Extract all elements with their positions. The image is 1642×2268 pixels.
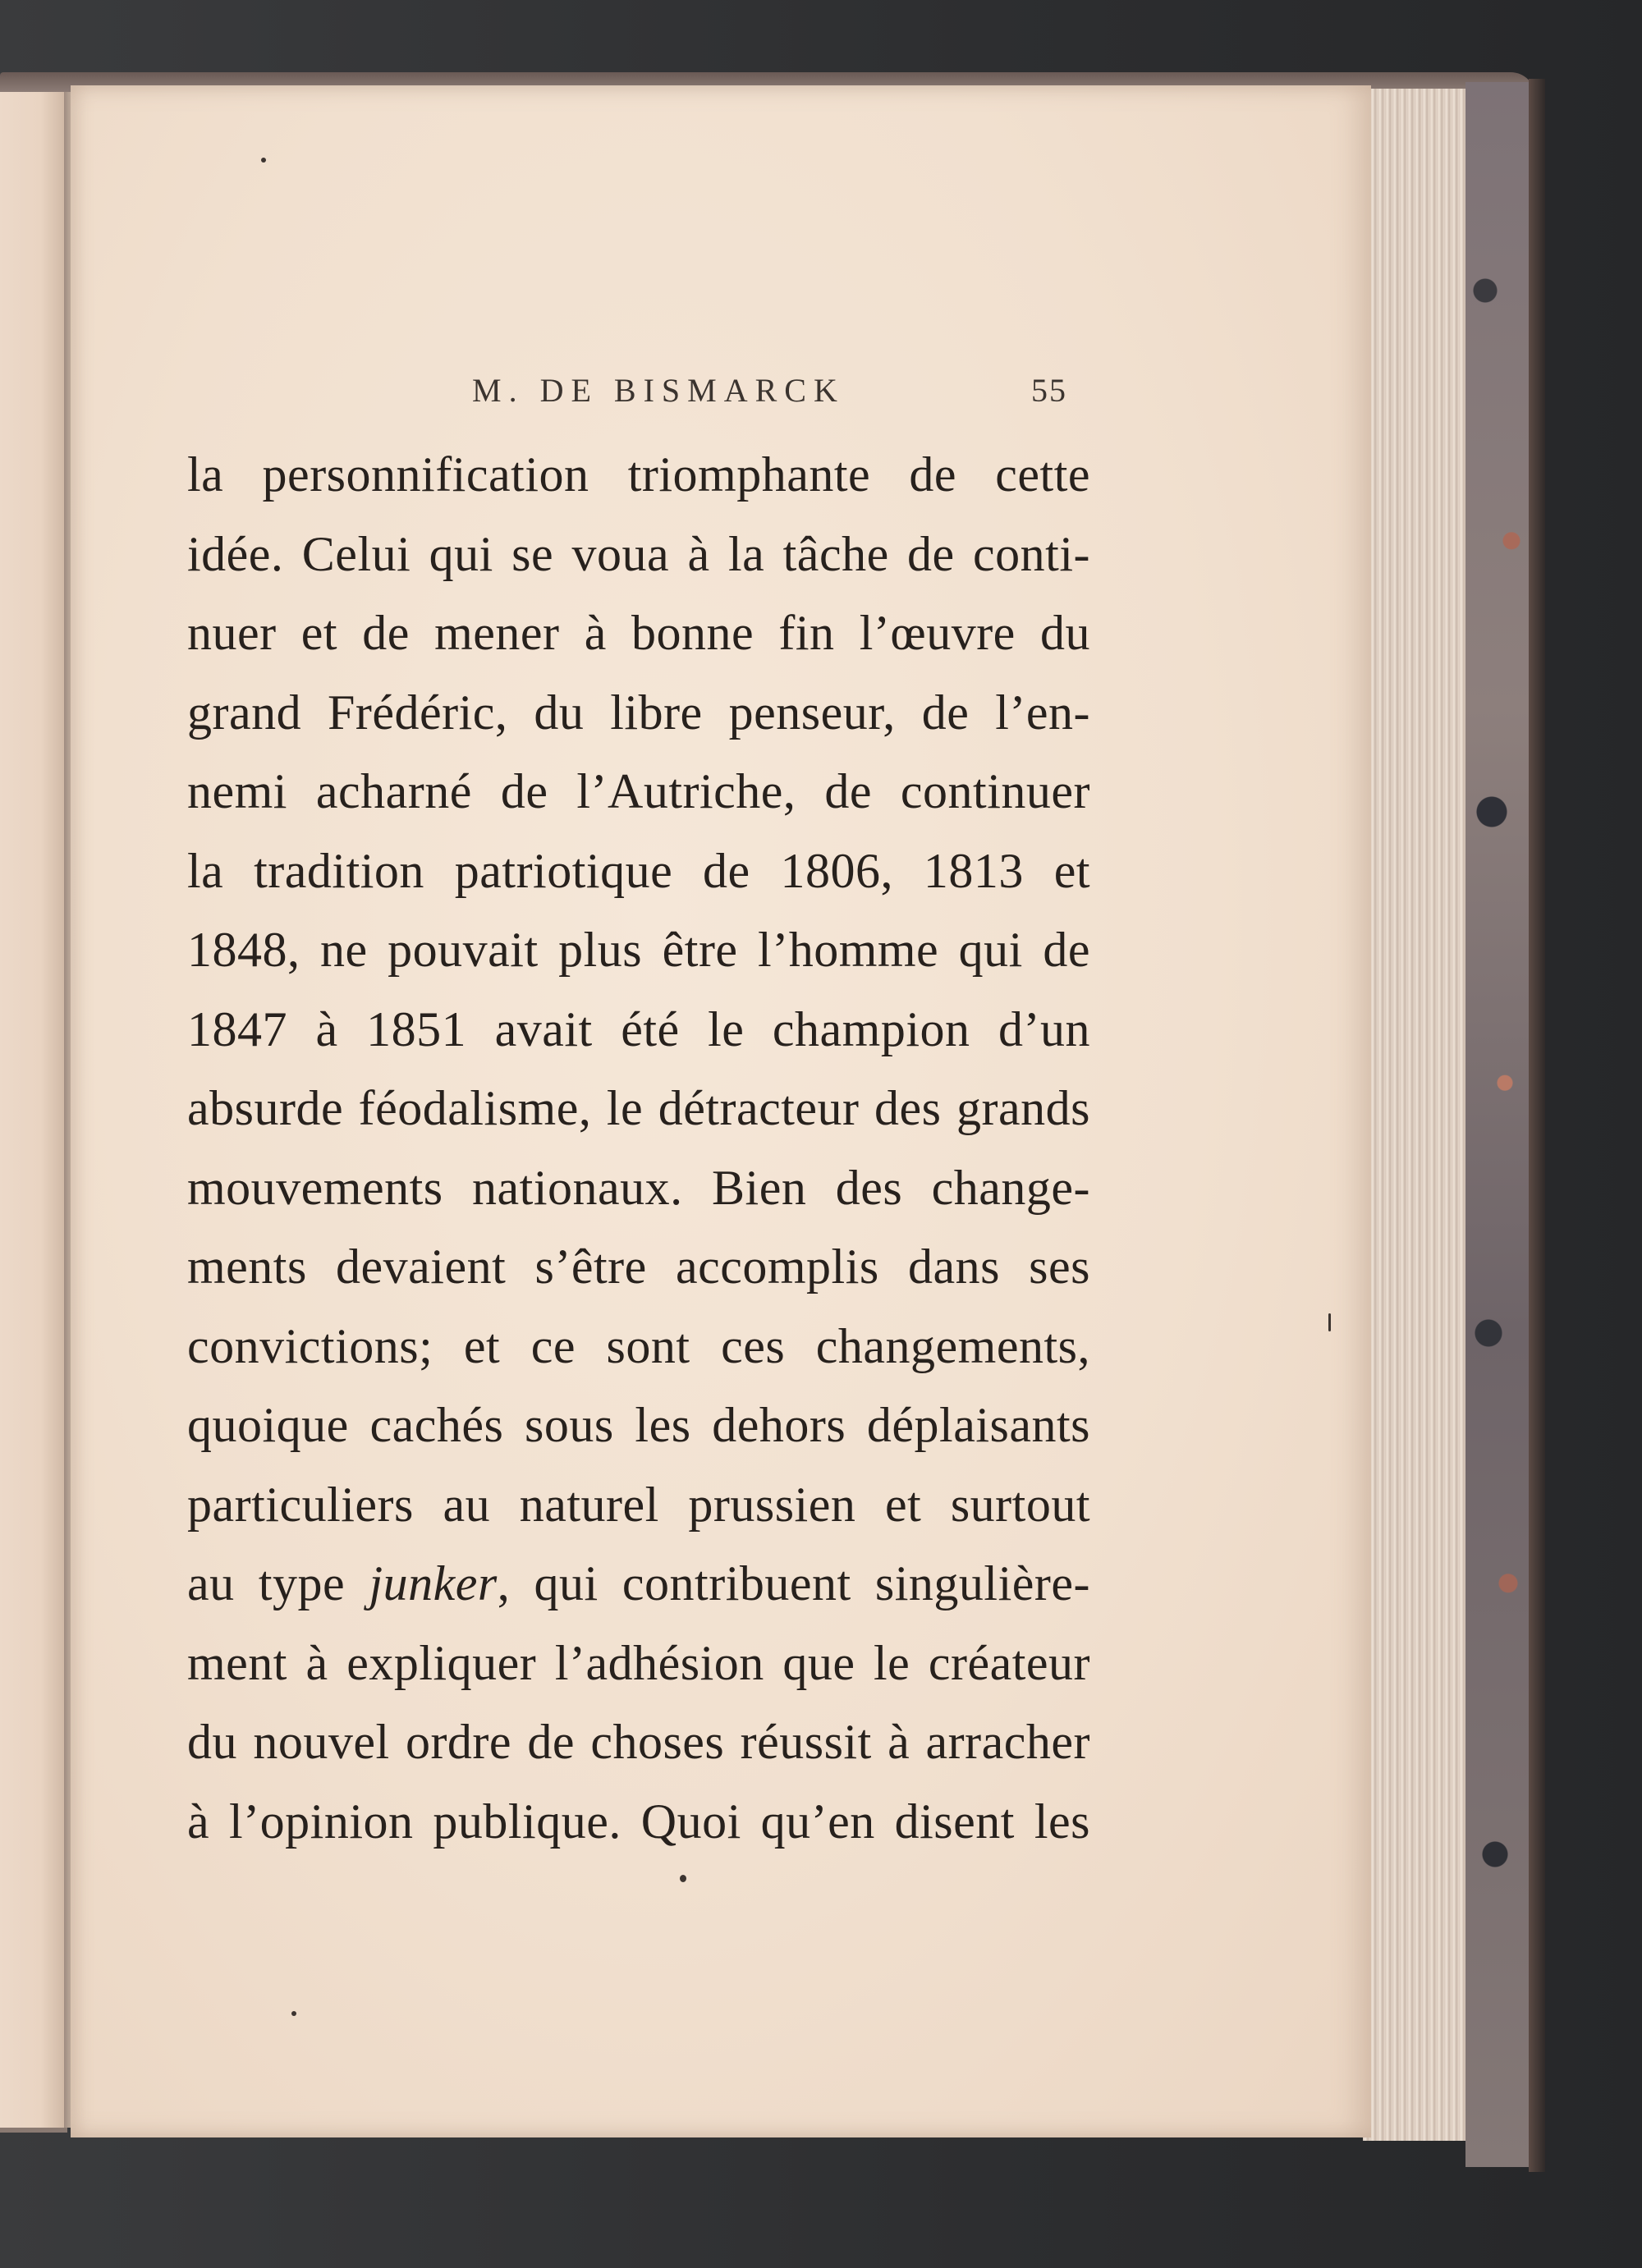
marbled-book-edge — [1465, 82, 1536, 2167]
text-line: idée. Celui qui se voua à la tâche de conti- — [187, 526, 1090, 581]
text-line: ment à expliquer l’adhésion que le créateur — [187, 1635, 1090, 1690]
text-line: du nouvel ordre de choses réussit à arracher — [187, 1715, 1090, 1769]
paper-speck — [291, 2011, 296, 2016]
text-line: 1848, ne pouvait plus être l’homme qui de — [187, 923, 1090, 977]
italic-word: junker — [369, 1556, 498, 1611]
text-line: nemi acharné de l’Autriche, de continuer — [187, 764, 1090, 818]
page-number: 55 — [1031, 372, 1067, 409]
running-header — [189, 371, 1067, 420]
text-line: convictions; et ce sont ces changements, — [187, 1318, 1090, 1373]
left-facing-page — [0, 92, 67, 2133]
text-line: grand Frédéric, du libre penseur, de l’en- — [187, 685, 1090, 740]
text-line: ments devaient s’être accomplis dans ses — [187, 1239, 1090, 1294]
text-fragment: , qui contribuent singulière- — [497, 1556, 1090, 1611]
text-line: nuer et de mener à bonne fin l’œuvre du — [187, 606, 1090, 660]
text-line: à l’opinion publique. Quoi qu’en disent les — [187, 1794, 1090, 1849]
text-line: la personnification triomphante de cette — [187, 447, 1090, 502]
text-fragment: au type — [187, 1556, 369, 1611]
paper-speck — [1328, 1313, 1331, 1331]
text-line: la tradition patriotique de 1806, 1813 et — [187, 843, 1090, 898]
paper-speck — [261, 158, 266, 163]
text-line: quoique cachés sous les dehors déplaisants — [187, 1398, 1090, 1452]
text-line-with-italic — [187, 1544, 1090, 1624]
body-text — [187, 435, 1090, 1861]
page-edge-stack — [1363, 89, 1470, 2141]
paper-speck — [680, 1875, 686, 1882]
text-line: particuliers au naturel prussien et surtout — [187, 1477, 1090, 1532]
text-line: 1847 à 1851 avait été le champion d’un — [187, 1001, 1090, 1056]
text-line: mouvements nationaux. Bien des change- — [187, 1160, 1090, 1215]
header-title: M. DE BISMARCK — [472, 372, 845, 409]
binding-shadow — [1529, 79, 1545, 2172]
text-line: absurde féodalisme, le détracteur des grands — [187, 1081, 1090, 1135]
